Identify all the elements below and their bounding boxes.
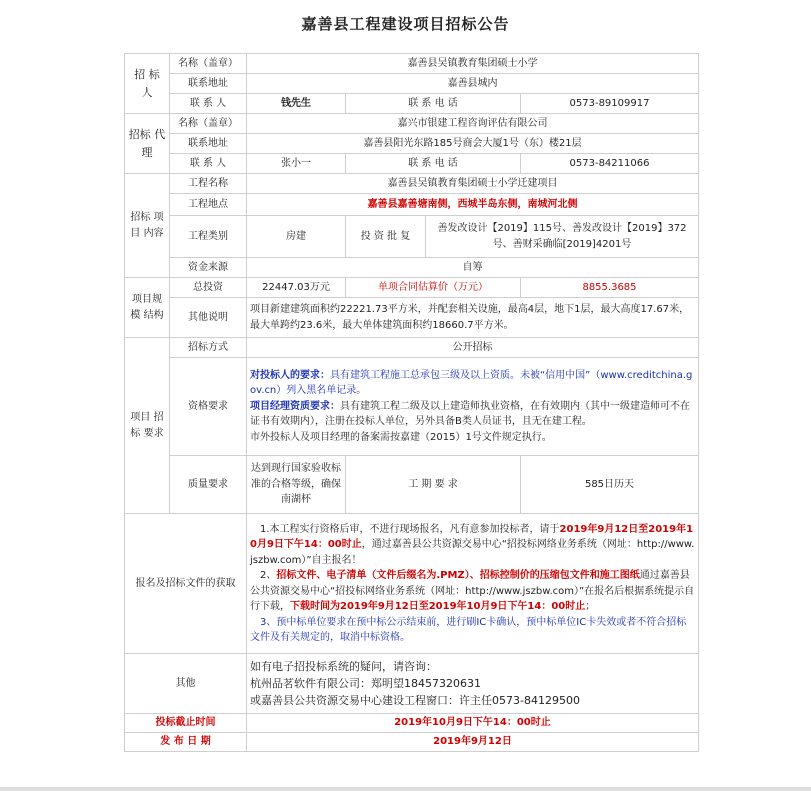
scale-invest: 22447.03万元 <box>247 278 346 298</box>
tenderer-contact-label: 联 系 人 <box>170 94 247 114</box>
project-name: 嘉善县吴镇教育集团硕士小学迁建项目 <box>247 174 699 194</box>
qual-note: 市外投标人及项目经理的备案需按嘉建（2015）1号文件规定执行。 <box>250 431 552 443</box>
other-content <box>247 654 699 714</box>
project-name-label: 工程名称 <box>170 174 247 194</box>
acquire-p2a: 2、 <box>260 570 277 581</box>
tenderer-contact: 钱先生 <box>247 94 346 114</box>
agent-phone-label: 联 系 电 话 <box>346 154 521 174</box>
announcement-table <box>124 53 699 752</box>
acquire-p2-files: 招标文件、电子清单（文件后缀名为.PMZ）、招标控制价的压缩包文件和施工图纸 <box>276 570 640 581</box>
other-line2: 杭州品茗软件有限公司：郑明望18457320631 <box>250 676 481 690</box>
acquire-p2c: 通过嘉善县公共资源交易中心“招投标网络业务系统（网址：http://www.jszbw.com）”在报名后根据系统提示自行下载， <box>250 570 695 612</box>
acquire-p1a: 1.本工程实行资格后审，不进行现场报名，凡有意参加投标者，请于 <box>260 523 560 535</box>
tenderer-phone: 0573-89109917 <box>521 94 699 114</box>
other-line1: 如有电子招投标系统的疑问，请咨询： <box>250 659 437 673</box>
acquire-content <box>247 514 699 654</box>
agent-addr-label: 联系地址 <box>170 134 247 154</box>
scale-desc-label: 其他说明 <box>170 298 247 338</box>
qual-bidder-head: 对投标人的要求： <box>250 369 330 381</box>
agent-name-label: 名称（盖章） <box>170 114 247 134</box>
req-period: 585日历天 <box>521 456 699 514</box>
bottom-divider <box>0 787 811 791</box>
acquire-p1-time: 2019年9月12日至2019年10月9日下午14：00时止 <box>250 523 694 550</box>
publish-label: 发 布 日 期 <box>125 733 247 752</box>
publish-value: 2019年9月12日 <box>247 733 699 752</box>
agent-addr: 嘉善县阳光东路185号商会大厦1号（东）楼21层 <box>247 134 699 154</box>
scale-invest-label: 总投资 <box>170 278 247 298</box>
qual-bidder-body: 具有建筑工程施工总承包三级及以上资质。未被“信用中国”（www.creditchina.gov.cn）列入黑名单记录。 <box>250 369 693 397</box>
req-qual-label: 资格要求 <box>170 358 247 456</box>
tenderer-addr-label: 联系地址 <box>170 74 247 94</box>
agent-contact-label: 联 系 人 <box>170 154 247 174</box>
project-site: 嘉善县嘉善塘南侧，西城半岛东侧，南城河北侧 <box>247 194 699 216</box>
page-title: 嘉善县工程建设项目招标公告 <box>301 15 510 33</box>
scale-desc: 项目新建建筑面积约22221.73平方米，并配套相关设施，最高4层，地下1层，最大高度17.67米，最大单跨约23.6米，最大单体建筑面积约18660.7平方米。 <box>247 298 699 338</box>
project-type: 房建 <box>247 216 346 258</box>
agent-contact: 张小一 <box>247 154 346 174</box>
req-quality: 达到现行国家验收标准的合格等级，确保南湖杯 <box>247 456 346 514</box>
tenderer-section: 招 标 人 <box>125 54 170 114</box>
qual-pm-body: 具有建筑工程二级及以上建造师执业资格，在有效期内（其中一级建造师可不在证书有效期内），注册在投标人单位，另外具备B类人员证书，且无在建工程。 <box>250 400 690 428</box>
req-qual <box>247 358 699 456</box>
project-fund-label: 资金来源 <box>170 258 247 278</box>
tenderer-name: 嘉善县吴镇教育集团硕士小学 <box>247 54 699 74</box>
project-approval: 善发改设计【2019】115号、善发改设计【2019】372号、善财采确临[2019]4201号 <box>426 216 699 258</box>
project-approval-label: 投 资 批 复 <box>346 216 426 258</box>
project-type-label: 工程类别 <box>170 216 247 258</box>
acquire-p2e: ； <box>585 601 596 612</box>
acquire-section: 报名及招标文件的获取 <box>125 514 247 654</box>
acquire-p1c: ，通过嘉善县公共资源交易中心“招投标网络业务系统（网址：http://www.jszbw.com）”自主报名！ <box>250 539 695 566</box>
scale-contract-label: 单项合同估算价（万元） <box>346 278 521 298</box>
tenderer-name-label: 名称（盖章） <box>170 54 247 74</box>
req-method: 公开招标 <box>247 338 699 358</box>
acquire-p3: 3、预中标单位要求在预中标公示结束前，进行刷IC卡确认，预中标单位IC卡失效或者不符合招标文件及有关规定的，取消中标资格。 <box>250 616 687 643</box>
acquire-p2-time: 下载时间为2019年9月12日至2019年10月9日下午14：00时止 <box>290 601 586 612</box>
tenderer-addr: 嘉善县城内 <box>247 74 699 94</box>
scale-section: 项目规模 结构 <box>125 278 170 338</box>
qual-pm-head: 项目经理资质要求： <box>250 400 340 412</box>
req-period-label: 工 期 要 求 <box>346 456 521 514</box>
agent-phone: 0573-84211066 <box>521 154 699 174</box>
other-section: 其他 <box>125 654 247 714</box>
req-section: 项目 招标 要求 <box>125 338 170 514</box>
agent-section: 招标 代理 <box>125 114 170 174</box>
project-site-label: 工程地点 <box>170 194 247 216</box>
project-section: 招标 项目 内容 <box>125 174 170 278</box>
other-line3: 或嘉善县公共资源交易中心建设工程窗口：许主任0573-84129500 <box>250 694 580 708</box>
agent-name: 嘉兴市银建工程咨询评估有限公司 <box>247 114 699 134</box>
deadline-label: 投标截止时间 <box>125 714 247 733</box>
req-quality-label: 质量要求 <box>170 456 247 514</box>
deadline-value: 2019年10月9日下午14：00时止 <box>247 714 699 733</box>
scale-contract: 8855.3685 <box>521 278 699 298</box>
project-fund: 自筹 <box>247 258 699 278</box>
req-method-label: 招标方式 <box>170 338 247 358</box>
tenderer-phone-label: 联 系 电 话 <box>346 94 521 114</box>
